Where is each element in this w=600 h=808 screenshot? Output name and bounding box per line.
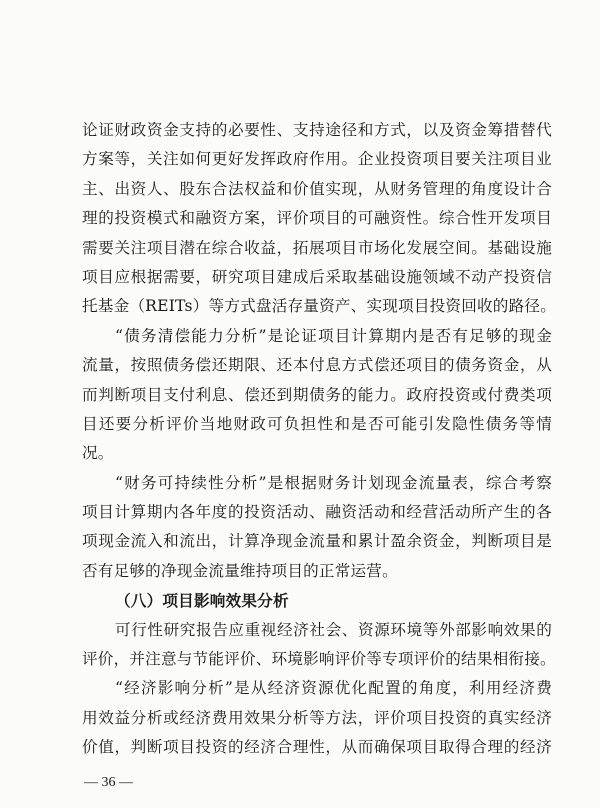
paragraph-first-line: 可行性研究报告应重视经济社会、资源环境等外部影响效果的 <box>115 620 552 639</box>
text-line: 流量，按照债务偿还期限、还本付息方式偿还项目的债务资金，从 <box>82 356 552 375</box>
text-line: 况。 <box>82 444 114 463</box>
page-number: — 36 — <box>84 775 133 790</box>
text-line: 评价，并注意与节能评价、环境影响评价等专项评价的结果相衔接。 <box>82 650 556 669</box>
text-line: 用效益分析或经济费用效果分析等方法，评价项目投资的真实经济 <box>82 708 552 727</box>
paragraph-first-line: “经济影响分析”是从经济资源优化配置的角度，利用经济费 <box>115 679 552 698</box>
text-line: 项现金流入和流出，计算净现金流量和累计盈余资金，判断项目是 <box>82 532 552 551</box>
text-line: 项目计算期内各年度的投资活动、融资活动和经营活动所产生的各 <box>82 503 552 522</box>
text-line: 而判断项目支付利息、偿还到期债务的能力。政府投资或付费类项 <box>82 385 552 404</box>
text-line: 托基金（REITs）等方式盘活存量资产、实现项目投资回收的路径。 <box>82 297 556 316</box>
text-line: 方案等，关注如何更好发挥政府作用。企业投资项目要关注项目业 <box>82 150 552 169</box>
section-heading: （八）项目影响效果分析 <box>115 591 289 611</box>
paragraph-first-line: “债务清偿能力分析”是论证项目计算期内是否有足够的现金 <box>115 326 552 345</box>
text-line: 主、出资人、股东合法权益和价值实现，从财务管理的角度设计合 <box>82 179 552 198</box>
text-line: 论证财政资金支持的必要性、支持途径和方式，以及资金筹措替代 <box>82 121 552 139</box>
paragraph-first-line: “财务可持续性分析”是根据财务计划现金流量表，综合考察 <box>115 473 552 492</box>
text-line: 否有足够的净现金流量维持项目的正常运营。 <box>82 561 398 580</box>
text-line: 项目应根据需要，研究项目建成后采取基础设施领域不动产投资信 <box>82 267 552 286</box>
text-line: 价值，判断项目投资的经济合理性，从而确保项目取得合理的经济 <box>82 738 552 757</box>
text-line: 理的投资模式和融资方案，评价项目的可融资性。综合性开发项目 <box>82 209 552 228</box>
text-line: 目还要分析评价当地财政可负担性和是否可能引发隐性债务等情 <box>82 414 552 433</box>
text-line: 需要关注项目潜在综合收益，拓展项目市场化发展空间。基础设施 <box>82 238 552 257</box>
body-text <box>82 116 556 763</box>
